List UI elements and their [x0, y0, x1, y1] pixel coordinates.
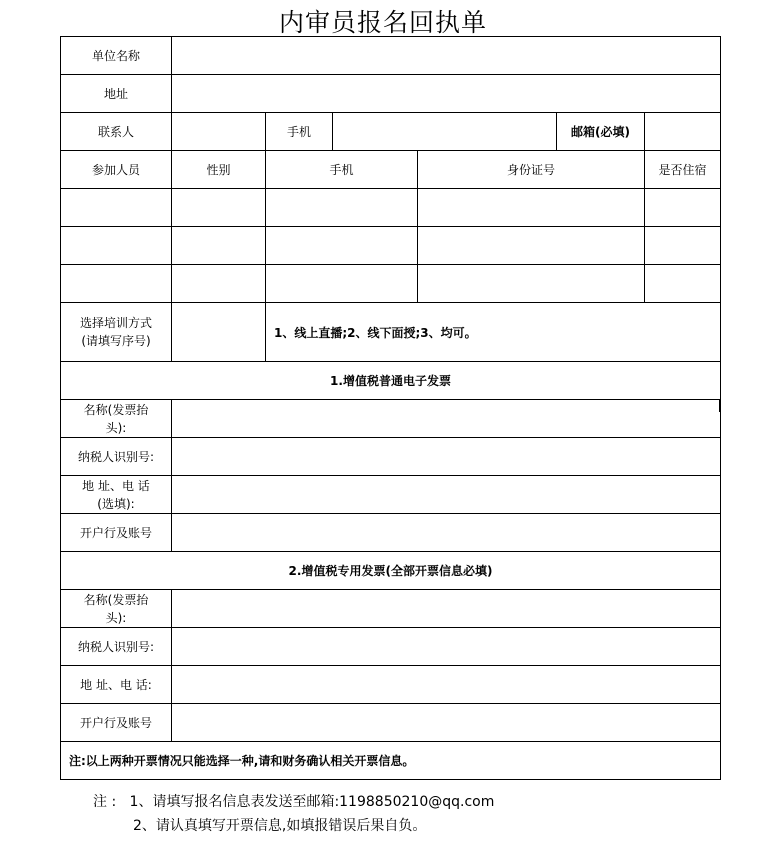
address-row — [61, 75, 721, 113]
notes-block — [93, 790, 494, 838]
phone-label: 手机 — [266, 113, 333, 151]
special-invoice-tax-id-label: 纳税人识别号: — [61, 628, 172, 666]
registration-form-table — [60, 36, 721, 780]
participant-name-header: 参加人员 — [61, 151, 172, 189]
special-invoice-heading-row — [61, 552, 721, 590]
accommodation-cell[interactable] — [645, 265, 721, 303]
participant-row — [61, 265, 721, 303]
notes-line2: 2、请认真填写开票信息,如填报错误后果自负。 — [133, 818, 427, 834]
normal-invoice-name-row — [61, 400, 721, 438]
notes-line1 — [93, 790, 494, 814]
normal-invoice-address-label — [61, 476, 172, 514]
participant-row — [61, 189, 721, 227]
page-title: 内审员报名回执单 — [278, 8, 487, 37]
id-number-cell[interactable] — [418, 265, 645, 303]
email-field[interactable] — [645, 113, 721, 151]
notes-prefix: 注 : — [93, 794, 117, 810]
accommodation-header: 是否住宿 — [645, 151, 721, 189]
normal-invoice-tax-id-row — [61, 438, 721, 476]
training-method-field[interactable] — [172, 303, 266, 362]
normal-invoice-address-field[interactable] — [172, 476, 721, 514]
normal-invoice-name-label — [61, 400, 172, 438]
unit-row — [61, 37, 721, 75]
address-field[interactable] — [172, 75, 721, 113]
training-method-row — [61, 303, 721, 362]
training-method-label — [61, 303, 172, 362]
participant-name-cell[interactable] — [61, 227, 172, 265]
mobile-header: 手机 — [266, 151, 418, 189]
email-label: 邮箱(必填) — [557, 113, 645, 151]
address-label: 地址 — [61, 75, 172, 113]
footer-note: 注:以上两种开票情况只能选择一种,请和财务确认相关开票信息。 — [61, 742, 721, 780]
accommodation-cell[interactable] — [645, 189, 721, 227]
training-method-label-line2: (请填写序号) — [81, 334, 151, 348]
gender-cell[interactable] — [172, 189, 266, 227]
mobile-cell[interactable] — [266, 189, 418, 227]
special-invoice-address-row — [61, 666, 721, 704]
special-invoice-heading: 2.增值税专用发票(全部开票信息必填) — [61, 552, 721, 590]
training-options-text: 1、线上直播;2、线下面授;3、均可。 — [266, 303, 721, 362]
special-invoice-name-label-line2: 头): — [105, 610, 127, 625]
unit-name-field[interactable] — [172, 37, 721, 75]
normal-invoice-address-label-line2: (选填): — [97, 496, 135, 511]
participant-name-cell[interactable] — [61, 265, 172, 303]
normal-invoice-name-label-line2: 头): — [105, 420, 127, 435]
contact-person-field[interactable] — [172, 113, 266, 151]
special-invoice-tax-id-row — [61, 628, 721, 666]
gender-cell[interactable] — [172, 265, 266, 303]
normal-invoice-bank-row — [61, 514, 721, 552]
special-invoice-name-field[interactable] — [172, 590, 721, 628]
contact-person-label: 联系人 — [61, 113, 172, 151]
id-number-cell[interactable] — [418, 189, 645, 227]
mobile-cell[interactable] — [266, 265, 418, 303]
text-cursor-mark — [719, 399, 721, 412]
normal-invoice-tax-id-field[interactable] — [172, 438, 721, 476]
special-invoice-bank-label: 开户行及账号 — [61, 704, 172, 742]
normal-invoice-bank-label: 开户行及账号 — [61, 514, 172, 552]
gender-header: 性别 — [172, 151, 266, 189]
participants-header-row — [61, 151, 721, 189]
special-invoice-address-field[interactable] — [172, 666, 721, 704]
participant-row — [61, 227, 721, 265]
gender-cell[interactable] — [172, 227, 266, 265]
special-invoice-bank-row — [61, 704, 721, 742]
accommodation-cell[interactable] — [645, 227, 721, 265]
normal-invoice-name-label-line1: 名称(发票抬 — [83, 402, 149, 417]
id-number-cell[interactable] — [418, 227, 645, 265]
special-invoice-bank-field[interactable] — [172, 704, 721, 742]
phone-field[interactable] — [333, 113, 557, 151]
normal-invoice-tax-id-label: 纳税人识别号: — [61, 438, 172, 476]
notes-line1-text: 1、请填写报名信息表发送至邮箱:1198850210@qq.com — [129, 794, 495, 810]
special-invoice-tax-id-field[interactable] — [172, 628, 721, 666]
special-invoice-name-label — [61, 590, 172, 628]
special-invoice-address-label: 地 址、电 话: — [61, 666, 172, 704]
training-method-label-line1: 选择培训方式 — [79, 316, 152, 330]
special-invoice-name-label-line1: 名称(发票抬 — [83, 592, 149, 607]
footer-note-row — [61, 742, 721, 780]
normal-invoice-name-field[interactable] — [172, 400, 721, 438]
normal-invoice-address-row — [61, 476, 721, 514]
special-invoice-name-row — [61, 590, 721, 628]
id-number-header: 身份证号 — [418, 151, 645, 189]
mobile-cell[interactable] — [266, 227, 418, 265]
unit-name-label: 单位名称 — [61, 37, 172, 75]
participant-name-cell[interactable] — [61, 189, 172, 227]
normal-invoice-heading-row — [61, 362, 721, 400]
normal-invoice-bank-field[interactable] — [172, 514, 721, 552]
contact-row — [61, 113, 721, 151]
normal-invoice-address-label-line1: 地 址、电 话 — [82, 478, 150, 493]
normal-invoice-heading: 1.增值税普通电子发票 — [61, 362, 721, 400]
